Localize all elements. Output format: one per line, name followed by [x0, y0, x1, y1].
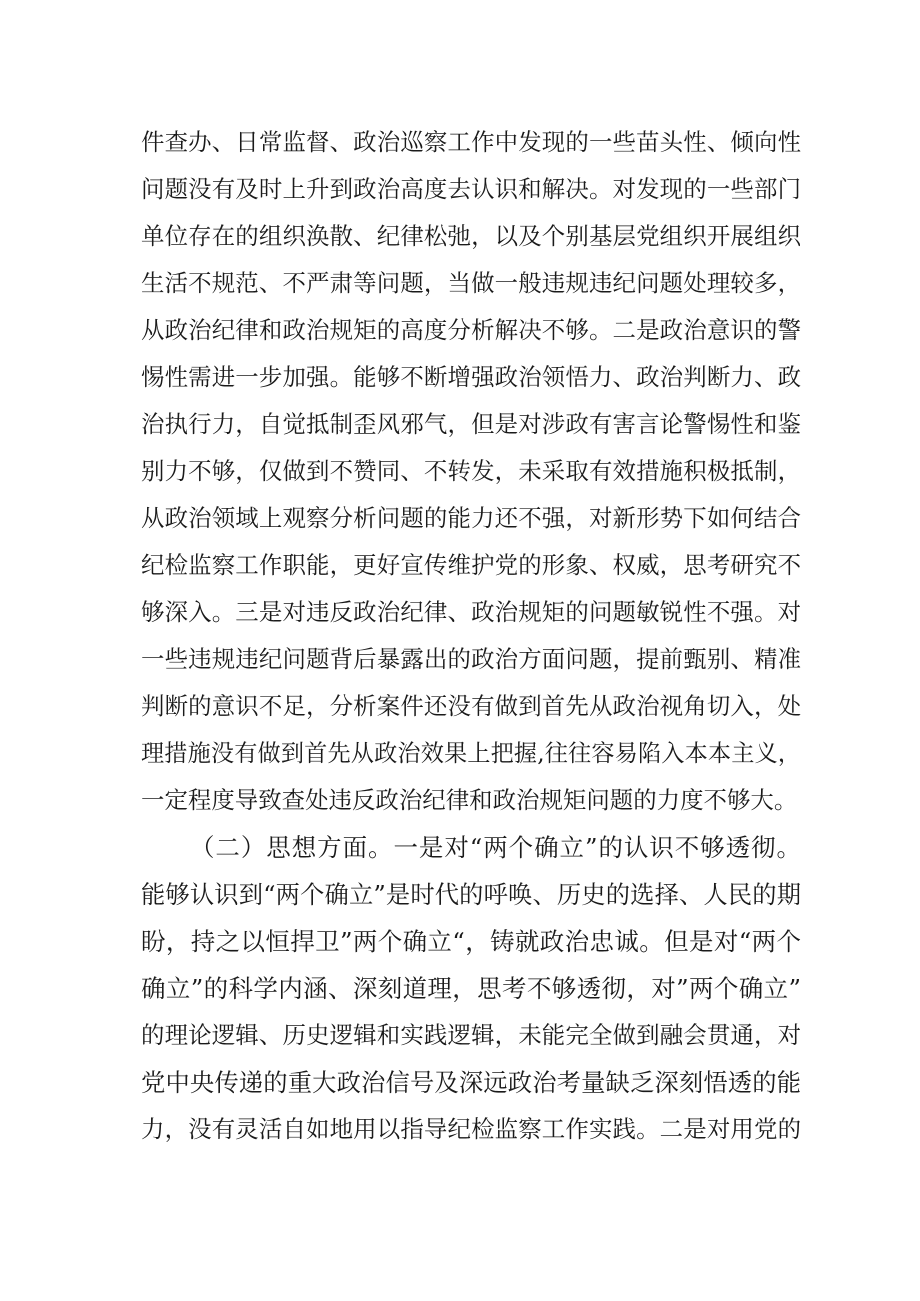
text-line: 治执行力，自觉抵制歪风邪气，但是对涉政有害言论警惕性和鉴 — [141, 410, 801, 438]
text-line: 够深入。三是对违反政治纪律、政治规矩的问题敏锐性不强。对 — [141, 598, 801, 626]
text-line: 力，没有灵活自如地用以指导纪检监察工作实践。二是对用党的 — [141, 1115, 801, 1143]
text-line: 能够认识到“两个确立”是时代的呼唤、历史的选择、人民的期 — [141, 880, 801, 909]
text-line: 理措施没有做到首先从政治效果上把握,往往容易陷入本本主义， — [141, 740, 801, 767]
text-line: 判断的意识不足，分析案件还没有做到首先从政治视角切入，处 — [141, 692, 801, 720]
paragraph-end-line: 一定程度导致查处违反政治纪律和政治规矩问题的力度不够大。 — [141, 786, 798, 814]
text-line: 问题没有及时上升到政治高度去认识和解决。对发现的一些部门 — [141, 175, 801, 203]
section-heading-line: （二）思想方面。一是对“两个确立”的认识不够透彻。 — [190, 833, 801, 862]
text-line: 从政治领域上观察分析问题的能力还不强，对新形势下如何结合 — [141, 504, 801, 532]
text-line: 生活不规范、不严肃等问题，当做一般违规违纪问题处理较多， — [141, 269, 801, 297]
text-line: 从政治纪律和政治规矩的高度分析解决不够。二是政治意识的警 — [141, 316, 801, 344]
text-line: 党中央传递的重大政治信号及深远政治考量缺乏深刻悟透的能 — [141, 1068, 801, 1097]
text-line: 惕性需进一步加强。能够不断增强政治领悟力、政治判断力、政 — [141, 363, 801, 391]
text-line: 纪检监察工作职能，更好宣传维护党的形象、权威，思考研究不 — [141, 551, 801, 579]
text-line: 单位存在的组织涣散、纪律松弛，以及个别基层党组织开展组织 — [141, 222, 801, 250]
text-line: 别力不够，仅做到不赞同、不转发，未采取有效措施积极抵制， — [141, 457, 801, 485]
text-line: 一些违规违纪问题背后暴露出的政治方面问题，提前甄别、精准 — [141, 645, 801, 673]
text-line: 件查办、日常监督、政治巡察工作中发现的一些苗头性、倾向性 — [141, 128, 801, 156]
body-text — [141, 119, 801, 1153]
text-line: 盼，持之以恒捍卫”两个确立“，铸就政治忠诚。但是对“两个 — [141, 927, 801, 956]
text-line: 的理论逻辑、历史逻辑和实践逻辑，未能完全做到融会贯通，对 — [141, 1021, 801, 1049]
text-line: 确立”的科学内涵、深刻道理，思考不够透彻，对”两个确立” — [141, 974, 801, 1003]
